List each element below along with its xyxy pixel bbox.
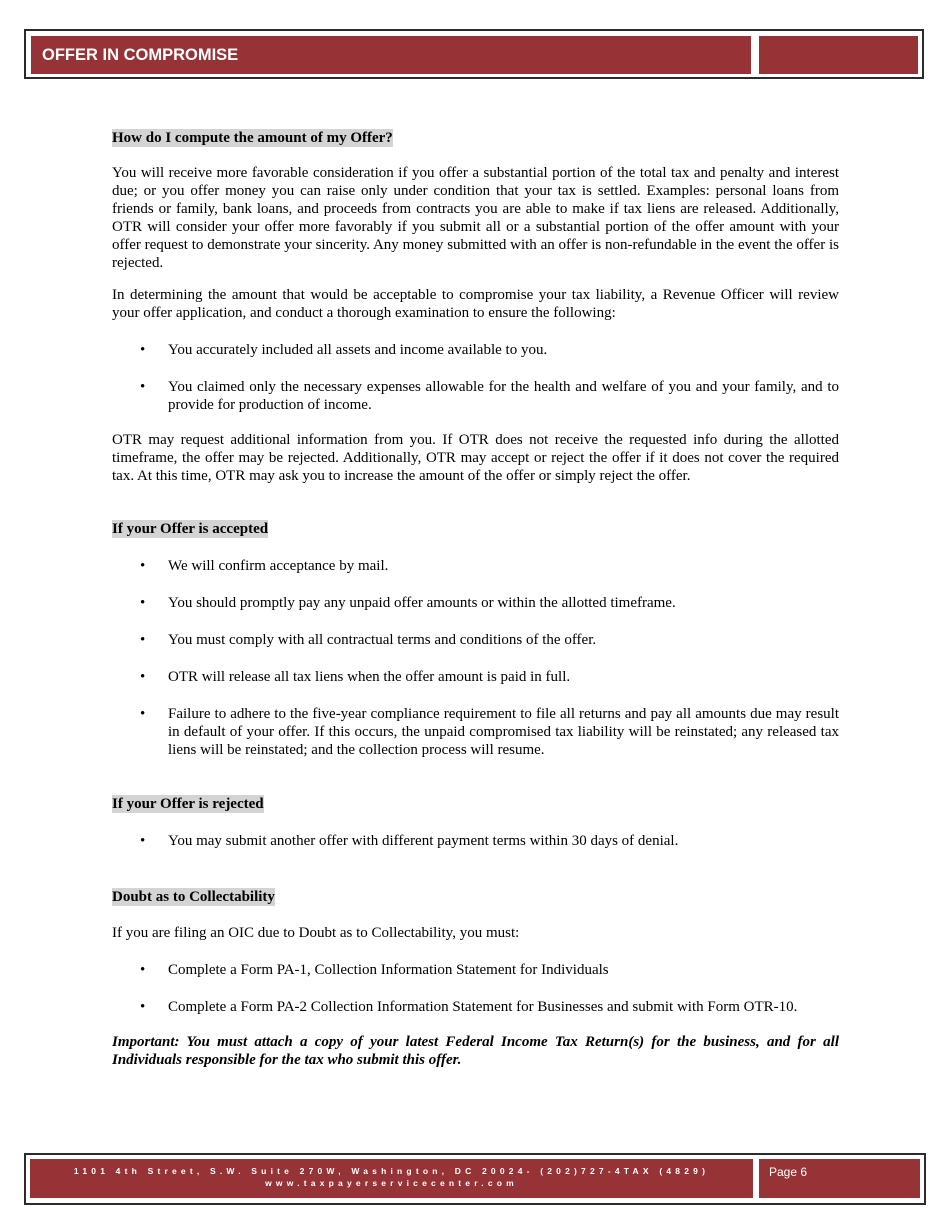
bullet-icon: • [140, 833, 146, 849]
bullet-icon: • [140, 669, 146, 685]
list-item-text: We will confirm acceptance by mail. [168, 558, 389, 574]
bullet-list [112, 557, 839, 759]
list-item [112, 832, 839, 850]
bullet-icon: • [140, 962, 146, 978]
paragraph: If you are filing an OIC due to Doubt as to Collectability, you must: [112, 925, 520, 941]
footer-website: www.taxpayerservicecenter.com [265, 1178, 518, 1188]
list-item [112, 378, 839, 414]
bullet-list [112, 832, 839, 850]
list-item [112, 961, 839, 979]
bullet-icon: • [140, 342, 146, 358]
list-item [112, 998, 839, 1016]
paragraph: OTR may request additional information from you. If OTR does not receive the requested info during the allotted timeframe, the offer may be rejected. Additionally, OTR may accept or reject the offer if it does not cover the required tax. At this time, OTR may ask you to increase the amount of the offer or simply reject the offer. [112, 432, 839, 484]
header-title: OFFER IN COMPROMISE [31, 36, 751, 74]
header-right-box [759, 36, 918, 74]
list-item [112, 341, 839, 359]
section-heading-rejected: If your Offer is rejected [112, 796, 264, 812]
list-item-text: You should promptly pay any unpaid offer amounts or within the allotted timeframe. [168, 595, 676, 611]
footer-contact [30, 1159, 753, 1198]
bullet-icon: • [140, 999, 146, 1015]
list-item-text: You accurately included all assets and income available to you. [168, 342, 548, 358]
list-item-text: Complete a Form PA-1, Collection Information Statement for Individuals [168, 962, 609, 978]
paragraph: In determining the amount that would be acceptable to compromise your tax liability, a Revenue Officer will review your offer application, and conduct a thorough examination to ensure the following: [112, 287, 839, 321]
bullet-icon: • [140, 632, 146, 648]
bullet-icon: • [140, 558, 146, 574]
document-body [112, 129, 839, 1069]
page-number: Page 6 [759, 1159, 920, 1198]
bullet-icon: • [140, 706, 146, 722]
bullet-list [112, 341, 839, 414]
list-item-text: OTR will release all tax liens when the offer amount is paid in full. [168, 669, 571, 685]
list-item [112, 557, 839, 575]
footer-address: 1101 4th Street, S.W. Suite 270W, Washington, DC 20024- (202)727-4TAX (4829) [73, 1166, 710, 1176]
paragraph: You will receive more favorable consideration if you offer a substantial portion of the total tax and penalty and interest due; or you offer money you can raise only under condition that your tax is settled. Examples: personal loans from friends or family, bank loans, and proceeds from contracts you are able to make if tax liens are released. Additionally, OTR will consider your offer more favorably if you submit all or a substantial portion of the offer amount with your offer request to demonstrate your sincerity. Any money submitted with an offer is non-refundable in the event the offer is rejected. [112, 165, 839, 271]
bullet-icon: • [140, 379, 146, 395]
section-heading-compute: How do I compute the amount of my Offer? [112, 130, 393, 146]
list-item-text: You may submit another offer with different payment terms within 30 days of denial. [168, 833, 679, 849]
list-item-text: Failure to adhere to the five-year compliance requirement to file all returns and pay all amounts due may result in default of your offer. If this occurs, the unpaid compromised tax liability will be reinstated; any released tax liens will be reinstated; and the collection process will resume. [168, 706, 839, 758]
list-item [112, 631, 839, 649]
list-item-text: You claimed only the necessary expenses allowable for the health and welfare of you and your family, and to provide for production of income. [168, 379, 839, 413]
section-heading-accepted: If your Offer is accepted [112, 521, 269, 537]
list-item-text: Complete a Form PA-2 Collection Information Statement for Businesses and submit with Form OTR-10. [168, 999, 798, 1015]
list-item [112, 594, 839, 612]
bullet-list [112, 961, 839, 1016]
list-item [112, 705, 839, 759]
section-heading-doubt: Doubt as to Collectability [112, 889, 275, 905]
important-note: Important: You must attach a copy of your latest Federal Income Tax Return(s) for the business, and for all Individuals responsible for the tax who submit this offer. [112, 1034, 839, 1068]
list-item [112, 668, 839, 686]
list-item-text: You must comply with all contractual terms and conditions of the offer. [168, 632, 597, 648]
bullet-icon: • [140, 595, 146, 611]
